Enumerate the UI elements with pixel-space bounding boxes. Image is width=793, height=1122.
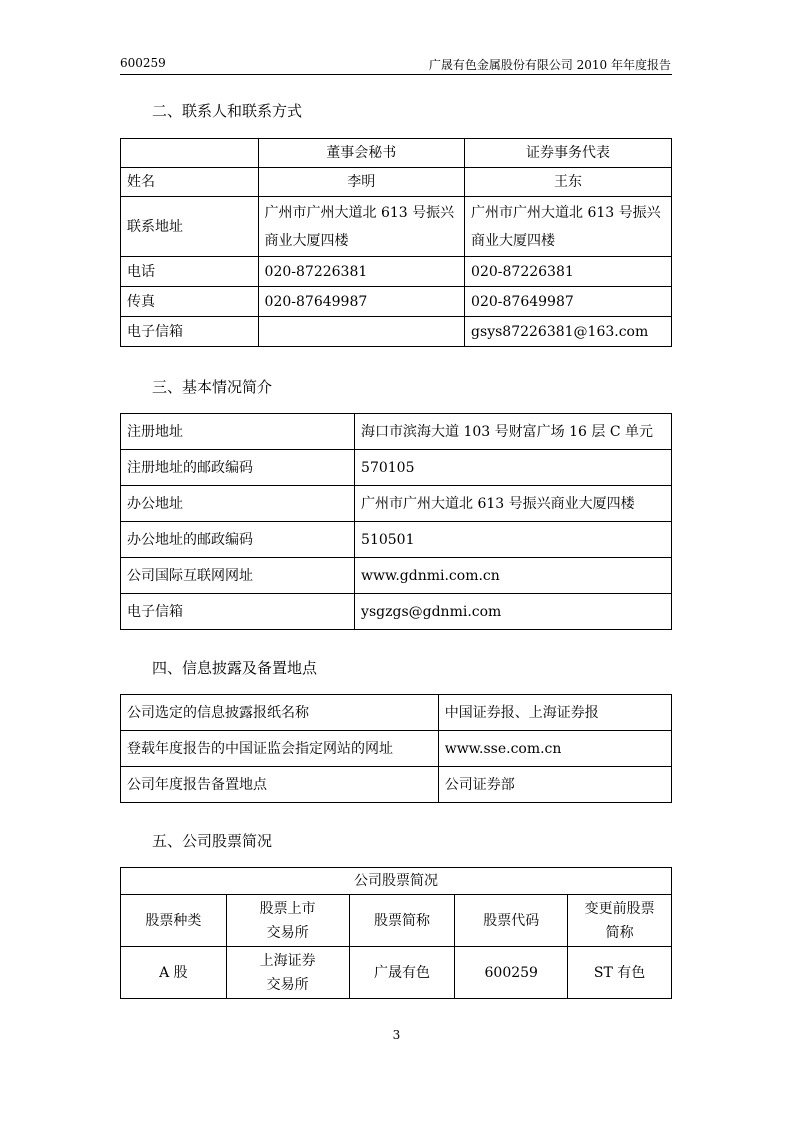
table-cell: 570105 [355,450,672,486]
page-number: 3 [392,1028,401,1042]
header-report-title: 广晟有色金属股份有限公司 2010 年年度报告 [428,58,671,72]
table-row [121,594,672,630]
row-label: 电子信箱 [121,594,355,630]
row-label: 办公地址 [121,486,355,522]
disclosure-table [120,694,672,803]
table-row [121,486,672,522]
row-label: 注册地址的邮政编码 [121,450,355,486]
table-row [121,414,672,450]
header-rule [120,74,672,75]
table-cell: 中国证券报、上海证券报 [438,695,671,731]
row-label: 姓名 [121,168,259,197]
table-row [121,197,672,257]
row-label: 公司选定的信息披露报纸名称 [121,695,439,731]
table-cell: 王东 [465,168,672,197]
table-row [121,868,672,895]
table-cell: 公司证券部 [438,767,671,803]
table-cell: 李明 [258,168,465,197]
row-label: 电话 [121,257,259,287]
table-row [121,767,672,803]
table-cell: 广州市广州大道北 613 号振兴商业大厦四楼 [355,486,672,522]
stock-table [120,867,672,999]
table-cell [121,139,259,168]
table-row [121,287,672,317]
row-label: 联系地址 [121,197,259,257]
column-header: 股票上市交易所 [226,895,349,947]
column-header: 变更前股票简称 [568,895,672,947]
table-cell [258,317,465,347]
table-row [121,558,672,594]
table-row [121,522,672,558]
table-cell: 020-87226381 [465,257,672,287]
section-title-disclosure: 四、信息披露及备置地点 [152,659,318,677]
table-row [121,895,672,947]
table-cell: 广州市广州大道北 613 号振兴商业大厦四楼 [258,197,465,257]
table-cell: gsys87226381@163.com [465,317,672,347]
table-cell: 上海证券交易所 [226,947,349,999]
table-cell: ysgzgs@gdnmi.com [355,594,672,630]
table-cell: 020-87649987 [465,287,672,317]
table-cell: 020-87649987 [258,287,465,317]
table-row [121,139,672,168]
table-row [121,317,672,347]
table-cell: ST 有色 [568,947,672,999]
table-cell: 600259 [455,947,568,999]
basic-info-table [120,413,672,630]
table-cell: 020-87226381 [258,257,465,287]
header-stock-code: 600259 [120,56,166,70]
table-cell: 广州市广州大道北 613 号振兴商业大厦四楼 [465,197,672,257]
table-row [121,695,672,731]
section-title-contacts: 二、联系人和联系方式 [152,102,303,120]
row-label: 登载年度报告的中国证监会指定网站的网址 [121,731,439,767]
row-label: 电子信箱 [121,317,259,347]
table-cell: www.sse.com.cn [438,731,671,767]
table-cell: 广晟有色 [349,947,455,999]
row-label: 注册地址 [121,414,355,450]
column-header: 股票种类 [121,895,227,947]
row-label: 办公地址的邮政编码 [121,522,355,558]
table-row [121,947,672,999]
table-cell: 510501 [355,522,672,558]
column-header: 股票代码 [455,895,568,947]
table-cell: A 股 [121,947,227,999]
contacts-table [120,138,672,347]
table-row [121,168,672,197]
section-title-basic: 三、基本情况简介 [152,378,273,396]
row-label: 传真 [121,287,259,317]
stock-table-caption: 公司股票简况 [121,868,672,895]
table-cell: 海口市滨海大道 103 号财富广场 16 层 C 单元 [355,414,672,450]
table-row [121,731,672,767]
row-label: 公司国际互联网网址 [121,558,355,594]
table-cell: www.gdnmi.com.cn [355,558,672,594]
section-title-stock: 五、公司股票简况 [152,832,273,850]
table-row [121,257,672,287]
table-row [121,450,672,486]
column-header-representative: 证券事务代表 [465,139,672,168]
row-label: 公司年度报告备置地点 [121,767,439,803]
column-header: 股票简称 [349,895,455,947]
column-header-secretary: 董事会秘书 [258,139,465,168]
